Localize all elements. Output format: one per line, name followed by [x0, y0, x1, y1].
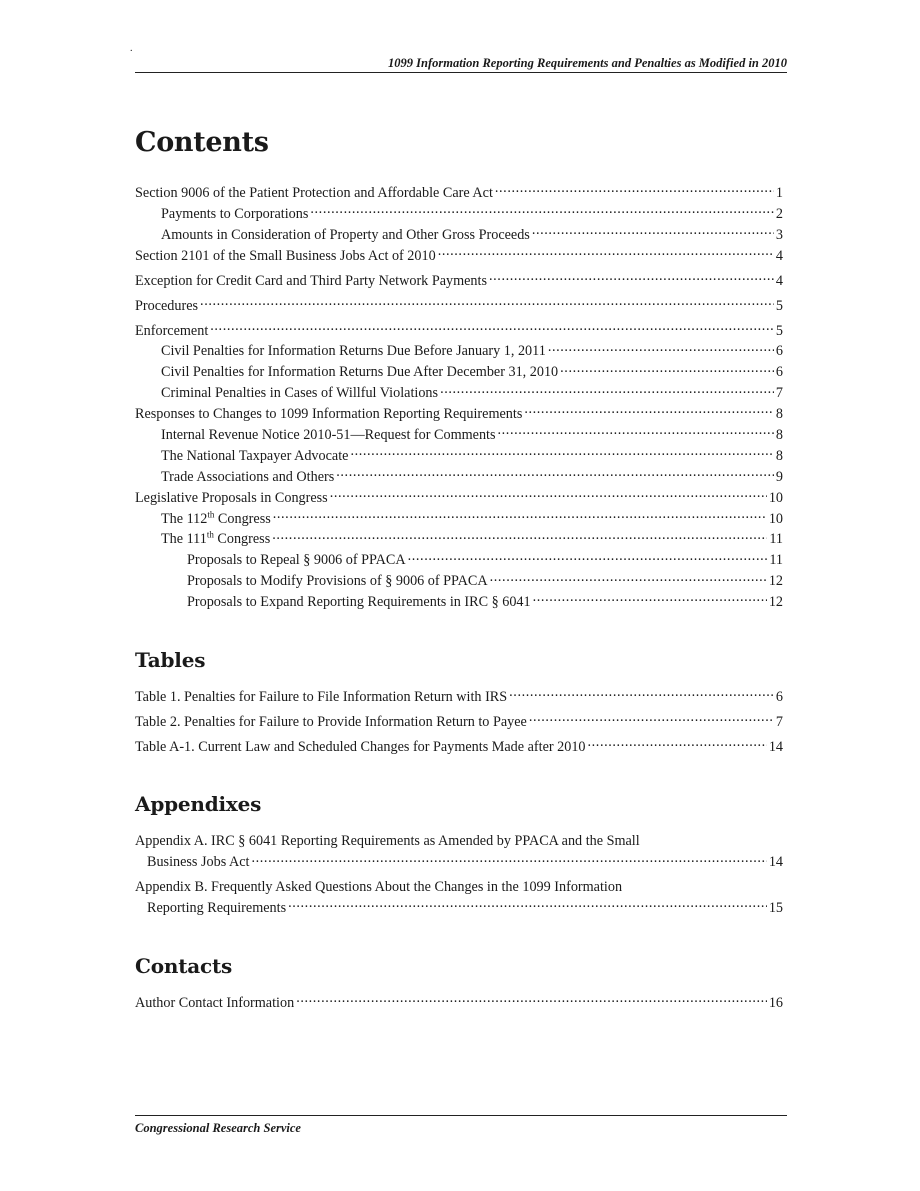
- toc-entry-page: 6: [775, 689, 783, 705]
- toc-entry[interactable]: [135, 508, 783, 529]
- toc-entry[interactable]: [135, 467, 783, 488]
- corner-mark: .: [130, 43, 133, 54]
- toc-entry-label: The National Taxpayer Advocate: [161, 447, 349, 464]
- toc-entry-label: Procedures: [135, 297, 199, 314]
- toc-entry-page: 6: [775, 364, 783, 381]
- toc-entry-page: 15: [768, 899, 783, 916]
- toc-entry-label: Amounts in Consideration of Property and Other Gross Proceeds: [161, 226, 530, 243]
- label-text: Congress: [214, 510, 271, 527]
- toc-entry-label: Table 1. Penalties for Failure to File Information Return with IRS: [135, 689, 508, 705]
- dot-leader: [251, 852, 766, 866]
- toc-entry-label: Author Contact Information: [135, 994, 295, 1011]
- dot-leader: [288, 898, 767, 912]
- toc-entry-label: Responses to Changes to 1099 Information Reporting Requirements: [135, 406, 523, 423]
- toc-entry-page: 5: [775, 322, 783, 339]
- toc-entry-label: Proposals to Modify Provisions of § 9006 of PPACA: [187, 573, 488, 590]
- toc-entry[interactable]: [135, 425, 783, 446]
- toc-entry-label: Internal Revenue Notice 2010-51—Request for Comments: [161, 426, 496, 443]
- toc-entry-label: Reporting Requirements: [147, 899, 287, 916]
- label-text: Congress: [213, 531, 271, 548]
- dot-leader: [533, 592, 767, 606]
- toc-entry-page: 4: [775, 247, 783, 264]
- ordinal-suffix: th: [206, 529, 214, 540]
- toc-entry-page: 10: [768, 489, 783, 506]
- toc-entry[interactable]: [135, 993, 783, 1014]
- toc-entry-page: 6: [775, 343, 783, 360]
- tables-section: [135, 647, 783, 758]
- dot-leader: [336, 467, 774, 481]
- table-of-contents: [135, 126, 783, 1048]
- toc-entry-page: 12: [768, 573, 783, 590]
- toc-entry[interactable]: [135, 529, 783, 550]
- toc-entry-page: 10: [768, 510, 783, 527]
- dot-leader: [532, 225, 774, 239]
- toc-entry[interactable]: [135, 271, 783, 292]
- tables-heading: Tables: [135, 647, 206, 672]
- contents-heading: Contents: [135, 127, 269, 158]
- toc-entry-page: 5: [775, 297, 783, 314]
- dot-leader: [273, 508, 767, 522]
- toc-entry-label: Civil Penalties for Information Returns Due After December 31, 2010: [161, 364, 559, 381]
- toc-entry[interactable]: [135, 831, 783, 873]
- toc-entry-continuation: [135, 852, 783, 873]
- toc-entry-page: 9: [775, 468, 783, 485]
- toc-entry-label: [161, 529, 270, 550]
- toc-entry-label: Table 2. Penalties for Failure to Provide Information Return to Payee: [135, 713, 527, 730]
- toc-entry[interactable]: [135, 550, 783, 571]
- ordinal-suffix: th: [207, 508, 215, 519]
- toc-entry-page: 7: [775, 713, 783, 730]
- dot-leader: [330, 487, 767, 501]
- toc-entry-label: Section 2101 of the Small Business Jobs Act of 2010: [135, 247, 436, 264]
- toc-entry-label: Table A-1. Current Law and Scheduled Changes for Payments Made after 2010: [135, 738, 586, 755]
- toc-entry-continuation: [135, 898, 783, 919]
- toc-entry-label: Appendix A. IRC § 6041 Reporting Requirements as Amended by PPACA and the Small: [135, 833, 640, 850]
- toc-entry[interactable]: [135, 404, 783, 425]
- dot-leader: [495, 183, 774, 197]
- contacts-heading: Contacts: [135, 953, 233, 978]
- toc-entry-page: 11: [769, 531, 783, 548]
- running-footer: Congressional Research Service: [135, 1121, 301, 1135]
- toc-entry[interactable]: [135, 446, 783, 467]
- footer-rule: [135, 1115, 787, 1116]
- toc-entry-page: 14: [768, 854, 783, 871]
- dot-leader: [548, 341, 774, 355]
- label-text: The 112: [161, 510, 208, 527]
- toc-entry[interactable]: [135, 571, 783, 592]
- running-header: 1099 Information Reporting Requirements and Penalties as Modified in 2010: [135, 56, 787, 73]
- toc-entry[interactable]: [135, 320, 783, 341]
- toc-entry-page: 8: [775, 447, 783, 464]
- label-text: The 111: [161, 531, 207, 548]
- toc-entry[interactable]: [135, 687, 783, 708]
- toc-entry-page: 8: [775, 406, 783, 423]
- dot-leader: [210, 320, 774, 334]
- contents-section: [135, 126, 783, 613]
- toc-entry-page: 1: [775, 185, 783, 202]
- dot-leader: [509, 687, 774, 701]
- dot-leader: [524, 404, 774, 418]
- appendixes-heading: Appendixes: [135, 792, 262, 817]
- toc-entry[interactable]: [135, 737, 783, 758]
- toc-entry-label: Proposals to Expand Reporting Requirements in IRC § 6041: [187, 594, 531, 611]
- toc-entry-label: Civil Penalties for Information Returns Due Before January 1, 2011: [161, 343, 546, 360]
- toc-entry[interactable]: [135, 225, 783, 246]
- dot-leader: [588, 737, 767, 751]
- toc-entry[interactable]: [135, 383, 783, 404]
- contacts-section: [135, 953, 783, 1014]
- dot-leader: [350, 446, 773, 460]
- dot-leader: [272, 529, 767, 543]
- toc-entry[interactable]: [135, 712, 783, 733]
- toc-entry[interactable]: [135, 592, 783, 613]
- toc-entry[interactable]: [135, 183, 783, 204]
- toc-entry[interactable]: [135, 341, 783, 362]
- dot-leader: [296, 993, 767, 1007]
- appendixes-section: [135, 791, 783, 918]
- dot-leader: [440, 383, 774, 397]
- toc-entry-label: Legislative Proposals in Congress: [135, 489, 328, 506]
- toc-entry-label: Proposals to Repeal § 9006 of PPACA: [187, 552, 406, 569]
- toc-entry-page: 14: [768, 738, 783, 755]
- dot-leader: [200, 295, 774, 309]
- toc-entry-page: 7: [775, 385, 783, 402]
- toc-entry-label: Exception for Credit Card and Third Party Network Payments: [135, 272, 487, 289]
- toc-entry[interactable]: [135, 246, 783, 267]
- toc-entry-label: Appendix B. Frequently Asked Questions About the Changes in the 1099 Information: [135, 879, 623, 896]
- dot-leader: [498, 425, 774, 439]
- dot-leader: [438, 246, 774, 260]
- dot-leader: [529, 712, 774, 726]
- toc-entry-label: Payments to Corporations: [161, 206, 309, 223]
- toc-entry-page: 3: [775, 226, 783, 243]
- toc-entry[interactable]: [135, 204, 783, 225]
- toc-entry-label: [161, 509, 271, 530]
- dot-leader: [310, 204, 774, 218]
- toc-entry[interactable]: [135, 295, 783, 316]
- toc-entry-page: 16: [768, 994, 783, 1011]
- toc-entry-page: 2: [775, 206, 783, 223]
- toc-entry-label: Enforcement: [135, 322, 209, 339]
- dot-leader: [490, 571, 767, 585]
- dot-leader: [489, 271, 774, 285]
- toc-entry-page: 4: [775, 272, 783, 289]
- toc-entry-label: Criminal Penalties in Cases of Willful Violations: [161, 385, 439, 402]
- toc-entry-label: Section 9006 of the Patient Protection and Affordable Care Act: [135, 185, 493, 202]
- toc-entry[interactable]: [135, 487, 783, 508]
- dot-leader: [560, 362, 774, 376]
- toc-entry-label: Business Jobs Act: [147, 854, 250, 871]
- toc-entry-page: 8: [775, 426, 783, 443]
- toc-entry[interactable]: [135, 362, 783, 383]
- toc-entry-page: 12: [768, 594, 783, 611]
- dot-leader: [408, 550, 768, 564]
- toc-entry-label: Trade Associations and Others: [161, 468, 335, 485]
- toc-entry-page: 11: [769, 552, 783, 569]
- toc-entry[interactable]: [135, 877, 783, 919]
